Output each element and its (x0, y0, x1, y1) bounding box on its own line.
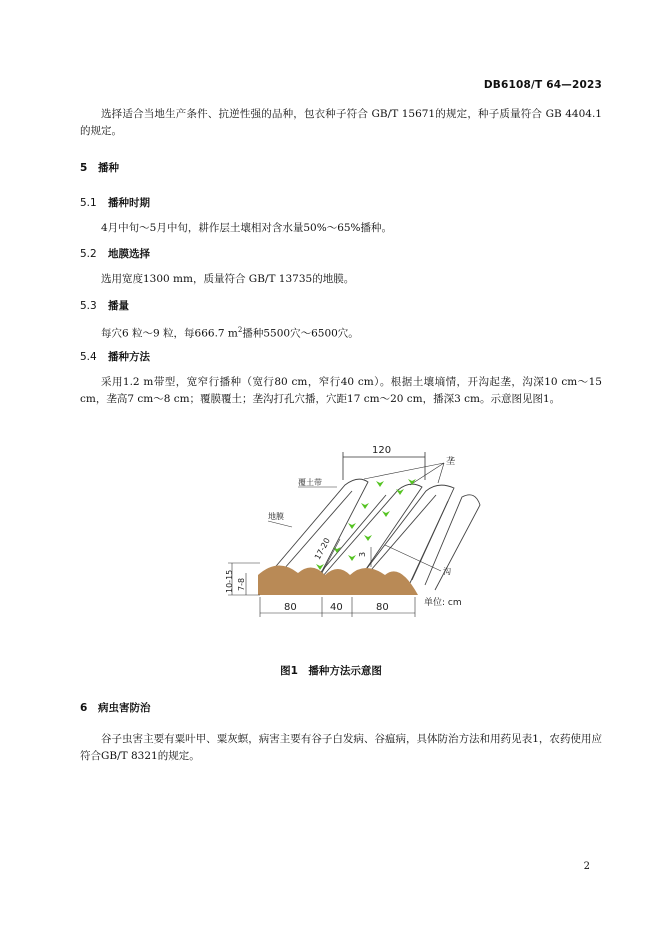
seeding-rate-text-end: 播种5500穴～6500穴。 (242, 327, 359, 340)
section-title: 地膜选择 (108, 248, 150, 260)
section-5-4-text: 采用1.2 m带型，宽窄行播种（宽行80 cm，窄行40 cm）。根据土壤墒情，开沟起垄，沟深10 cm～15 cm，垄高7 cm～8 cm；覆膜覆土；垄沟打孔穴播，穴距17 cm～20 cm，播深3 cm。示意图见图1。 (80, 376, 602, 405)
label-ridge: 垄 (446, 457, 456, 467)
label-depth: 3 (358, 551, 367, 557)
document-code: DB6108/T 64—2023 (483, 79, 602, 91)
section-5-1-text: 4月中旬～5月中旬，耕作层土壤相对含水量50%～65%播种。 (101, 222, 393, 234)
section-title: 播种方法 (108, 351, 150, 363)
intro-paragraph: 选择适合当地生产条件、抗逆性强的品种，包衣种子符合 GB/T 15671的规定，种子质量符合 GB 4404.1的规定。 (80, 108, 602, 137)
superscript: 2 (237, 326, 243, 334)
seedling-icon (396, 489, 404, 495)
seedling-icon (364, 535, 372, 541)
pointer-line (385, 545, 441, 571)
section-6-text: 谷子虫害主要有粟叶甲、粟灰螟，病害主要有谷子白发病、谷瘟病，具体防治方法和用药见表1，农药使用应符合GB/T 8321的规定。 (80, 733, 602, 762)
label-unit: 单位: cm (424, 598, 462, 608)
section-5-3-heading (80, 298, 129, 313)
section-5-2-heading (80, 246, 150, 261)
section-number: 5 (80, 162, 88, 174)
seedling-icon (376, 481, 384, 487)
section-5-1-heading (80, 195, 150, 210)
section-number: 5.3 (80, 300, 97, 312)
section-6-heading (80, 700, 151, 715)
figure-1-sowing-diagram (200, 435, 500, 640)
label-furrow: 沟 (443, 567, 451, 576)
section-title: 病虫害防治 (98, 702, 151, 714)
label-width-1: 80 (284, 602, 297, 613)
section-number: 5.2 (80, 248, 97, 260)
section-number: 6 (80, 702, 88, 714)
section-title: 播量 (108, 300, 129, 312)
label-height-inner: 7-8 (237, 577, 246, 591)
label-film: 地膜 (268, 512, 284, 521)
label-hole-spacing: 17-20 (313, 536, 332, 562)
section-5-4-heading (80, 349, 150, 364)
pointer-line (268, 521, 292, 527)
soil-cross-section (258, 565, 418, 595)
label-height-outer: 10-15 (225, 569, 234, 593)
seedling-icon (382, 511, 390, 517)
section-title: 播种时期 (108, 197, 150, 209)
section-5-3-text (80, 322, 602, 343)
figure-1-caption: 图1 播种方法示意图 (280, 665, 382, 677)
section-number: 5.4 (80, 351, 97, 363)
label-soil-strip: 覆土带 (298, 478, 322, 487)
section-title: 播种 (98, 162, 119, 174)
label-width-3: 80 (376, 602, 389, 613)
page-number: 2 (583, 861, 590, 872)
seeding-rate-text: 每穴6 粒～9 粒，每666.7 m (101, 327, 238, 340)
label-width-2: 40 (330, 602, 343, 613)
seedling-icon (348, 523, 356, 529)
section-5-heading (80, 160, 119, 175)
section-number: 5.1 (80, 197, 97, 209)
seedling-icon (348, 555, 356, 561)
label-top-width: 120 (372, 445, 392, 456)
seedling-icon (361, 503, 369, 509)
section-5-2-text: 选用宽度1300 mm，质量符合 GB/T 13735的地膜。 (101, 273, 355, 285)
